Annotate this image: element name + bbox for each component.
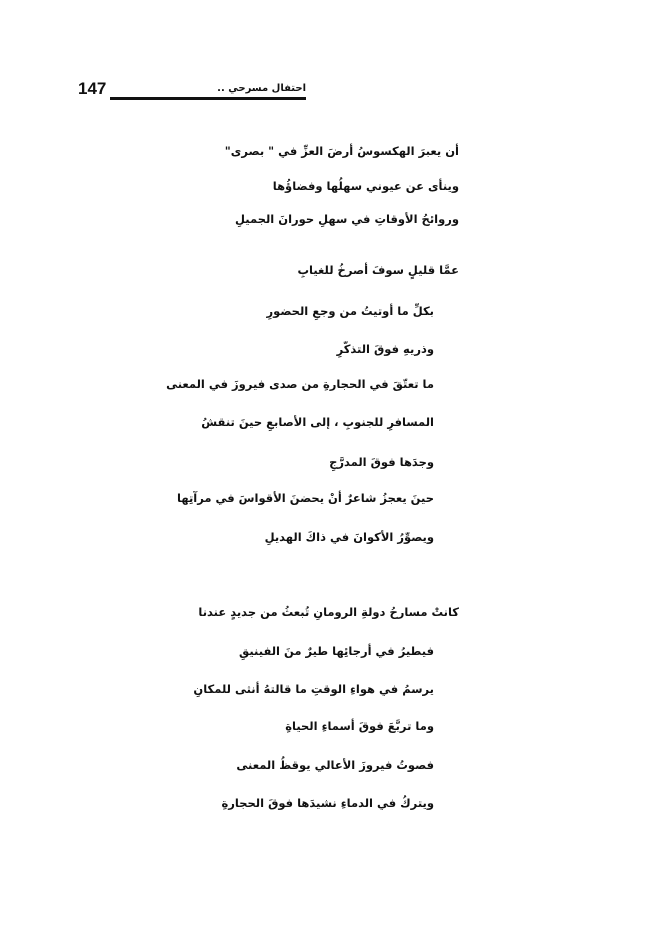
verse-line: يرسمُ في هواءِ الوقتِ ما قالتهُ أنثى للمكانِ	[193, 682, 434, 696]
verse-line: ويصوِّرُ الأكوانَ في ذاكَ الهديلِ	[264, 530, 434, 544]
verse-line: أن يعبرَ الهكسوسُ أرضَ العزِّ في " بصرى"	[224, 144, 459, 158]
header-rule	[110, 97, 306, 100]
verse-line: كانتْ مسارحُ دولةِ الرومانِ تُبعثُ من جديدٍ عندنا	[198, 605, 459, 619]
verse-line: بكلِّ ما أوتيتُ من وجعِ الحضورِ	[266, 304, 434, 318]
verse-line: وما تربَّعَ فوقَ أسماءِ الحياةِ	[285, 719, 434, 733]
verse-line: وجدَها فوقَ المدرَّجِ	[329, 455, 434, 469]
verse-line: المسافرِ للجنوبِ ، إلى الأصابعِ حينَ تنقشُ	[201, 415, 434, 429]
verse-line: حينَ يعجزُ شاعرٌ أنْ يحضنَ الأقواسَ في مرآتِها	[177, 491, 434, 505]
page-number: 147	[78, 79, 107, 98]
verse-line: ويتركُ في الدماءِ نشيدَها فوقَ الحجارةِ	[221, 796, 434, 810]
verse-line: فيطيرُ في أرجائِها طيرٌ منَ الفينيقِ	[239, 644, 434, 658]
verse-line: ما تعتّقَ في الحجارةِ من صدى فيروزَ في المعنى	[166, 377, 434, 391]
verse-line: وروائحُ الأوقاتِ في سهلِ حورانَ الجميلِ	[235, 212, 459, 226]
verse-line: وذريهِ فوقَ التذكّرِ	[336, 342, 434, 356]
verse-line: فصوتُ فيروزَ الأعالي يوقظُ المعنى	[236, 758, 434, 772]
running-header-title: احتفال مسرحي ..	[217, 83, 306, 94]
verse-line: وينأى عن عيوني سهلُها وفضاؤُها	[272, 179, 459, 193]
verse-line: عمَّا قليلٍ سوفَ أصرخُ للغيابِ	[297, 263, 459, 277]
